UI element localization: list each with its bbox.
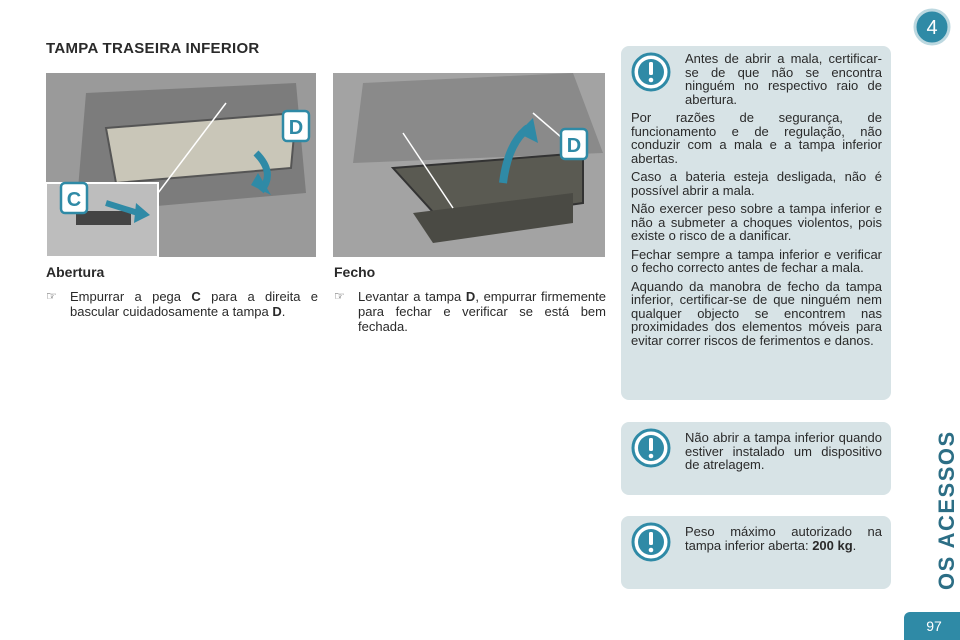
note2-p1: Não abrir a tampa inferior quando estiver instalado um dispositivo de atrelagem. [685, 430, 882, 472]
note1-p5: Fechar sempre a tampa inferior e verificar o fecho correcto antes de fechar a mala. [631, 246, 882, 275]
chapter-title: OS ACESSOS [934, 430, 959, 590]
label-c-left [61, 183, 87, 213]
svg-text:D: D [288, 117, 304, 139]
note1-p1: Antes de abrir a mala, certificar-se de que não se encontra ninguém no respectivo raio de abertura. [685, 51, 882, 107]
tailgate-opening-illustration [46, 73, 316, 257]
abertura-text: Empurrar a pega C para a direita e bascular cuidadosamente a tampa D. [70, 289, 318, 319]
svg-text:C: C [66, 189, 82, 211]
pointing-hand-icon: ☞ [46, 289, 57, 303]
warning-note-max-weight [621, 516, 891, 589]
note1-p4: Não exercer peso sobre a tampa inferior e não a submeter a choques violentos, pois existe o risco de a danificar. [631, 201, 882, 243]
page-title: TAMPA TRASEIRA INFERIOR [46, 40, 260, 57]
svg-text:D: D [566, 135, 582, 157]
abertura-heading: Abertura [46, 264, 105, 280]
label-d-left [283, 111, 309, 141]
chapter-badge [913, 8, 951, 46]
note1-p6: Aquando da manobra de fecho da tampa inferior, certificar-se de que ninguém nem qualquer objecto se encontrem nas proximidades dos elementos móveis para evitar correr riscos de ferimentos e danos. [631, 278, 882, 348]
note3-p1: Peso máximo autorizado na tampa inferior aberta: 200 kg. [685, 524, 882, 553]
tailgate-closing-illustration [333, 73, 605, 257]
chapter-number: 4 [926, 17, 938, 39]
page-number: 97 [926, 618, 942, 634]
note1-p2: Por razões de segurança, de funcionamento e de regulação, não conduzir com a mala e a tampa inferior abertas. [631, 110, 882, 166]
fecho-instruction [334, 289, 606, 334]
warning-note-towing [621, 422, 891, 495]
warning-note-opening [621, 46, 891, 400]
pointing-hand-icon: ☞ [334, 289, 345, 303]
label-d-right [561, 129, 587, 159]
note1-p3: Caso a bateria esteja desligada, não é possível abrir a mala. [631, 169, 882, 198]
warning-icon [631, 522, 671, 562]
fecho-text: Levantar a tampa D, empurrar firmemente para fechar e verificar se está bem fechada. [358, 289, 606, 334]
warning-icon [631, 52, 671, 92]
abertura-instruction [46, 289, 318, 319]
fecho-heading: Fecho [334, 264, 376, 280]
warning-icon [631, 428, 671, 468]
